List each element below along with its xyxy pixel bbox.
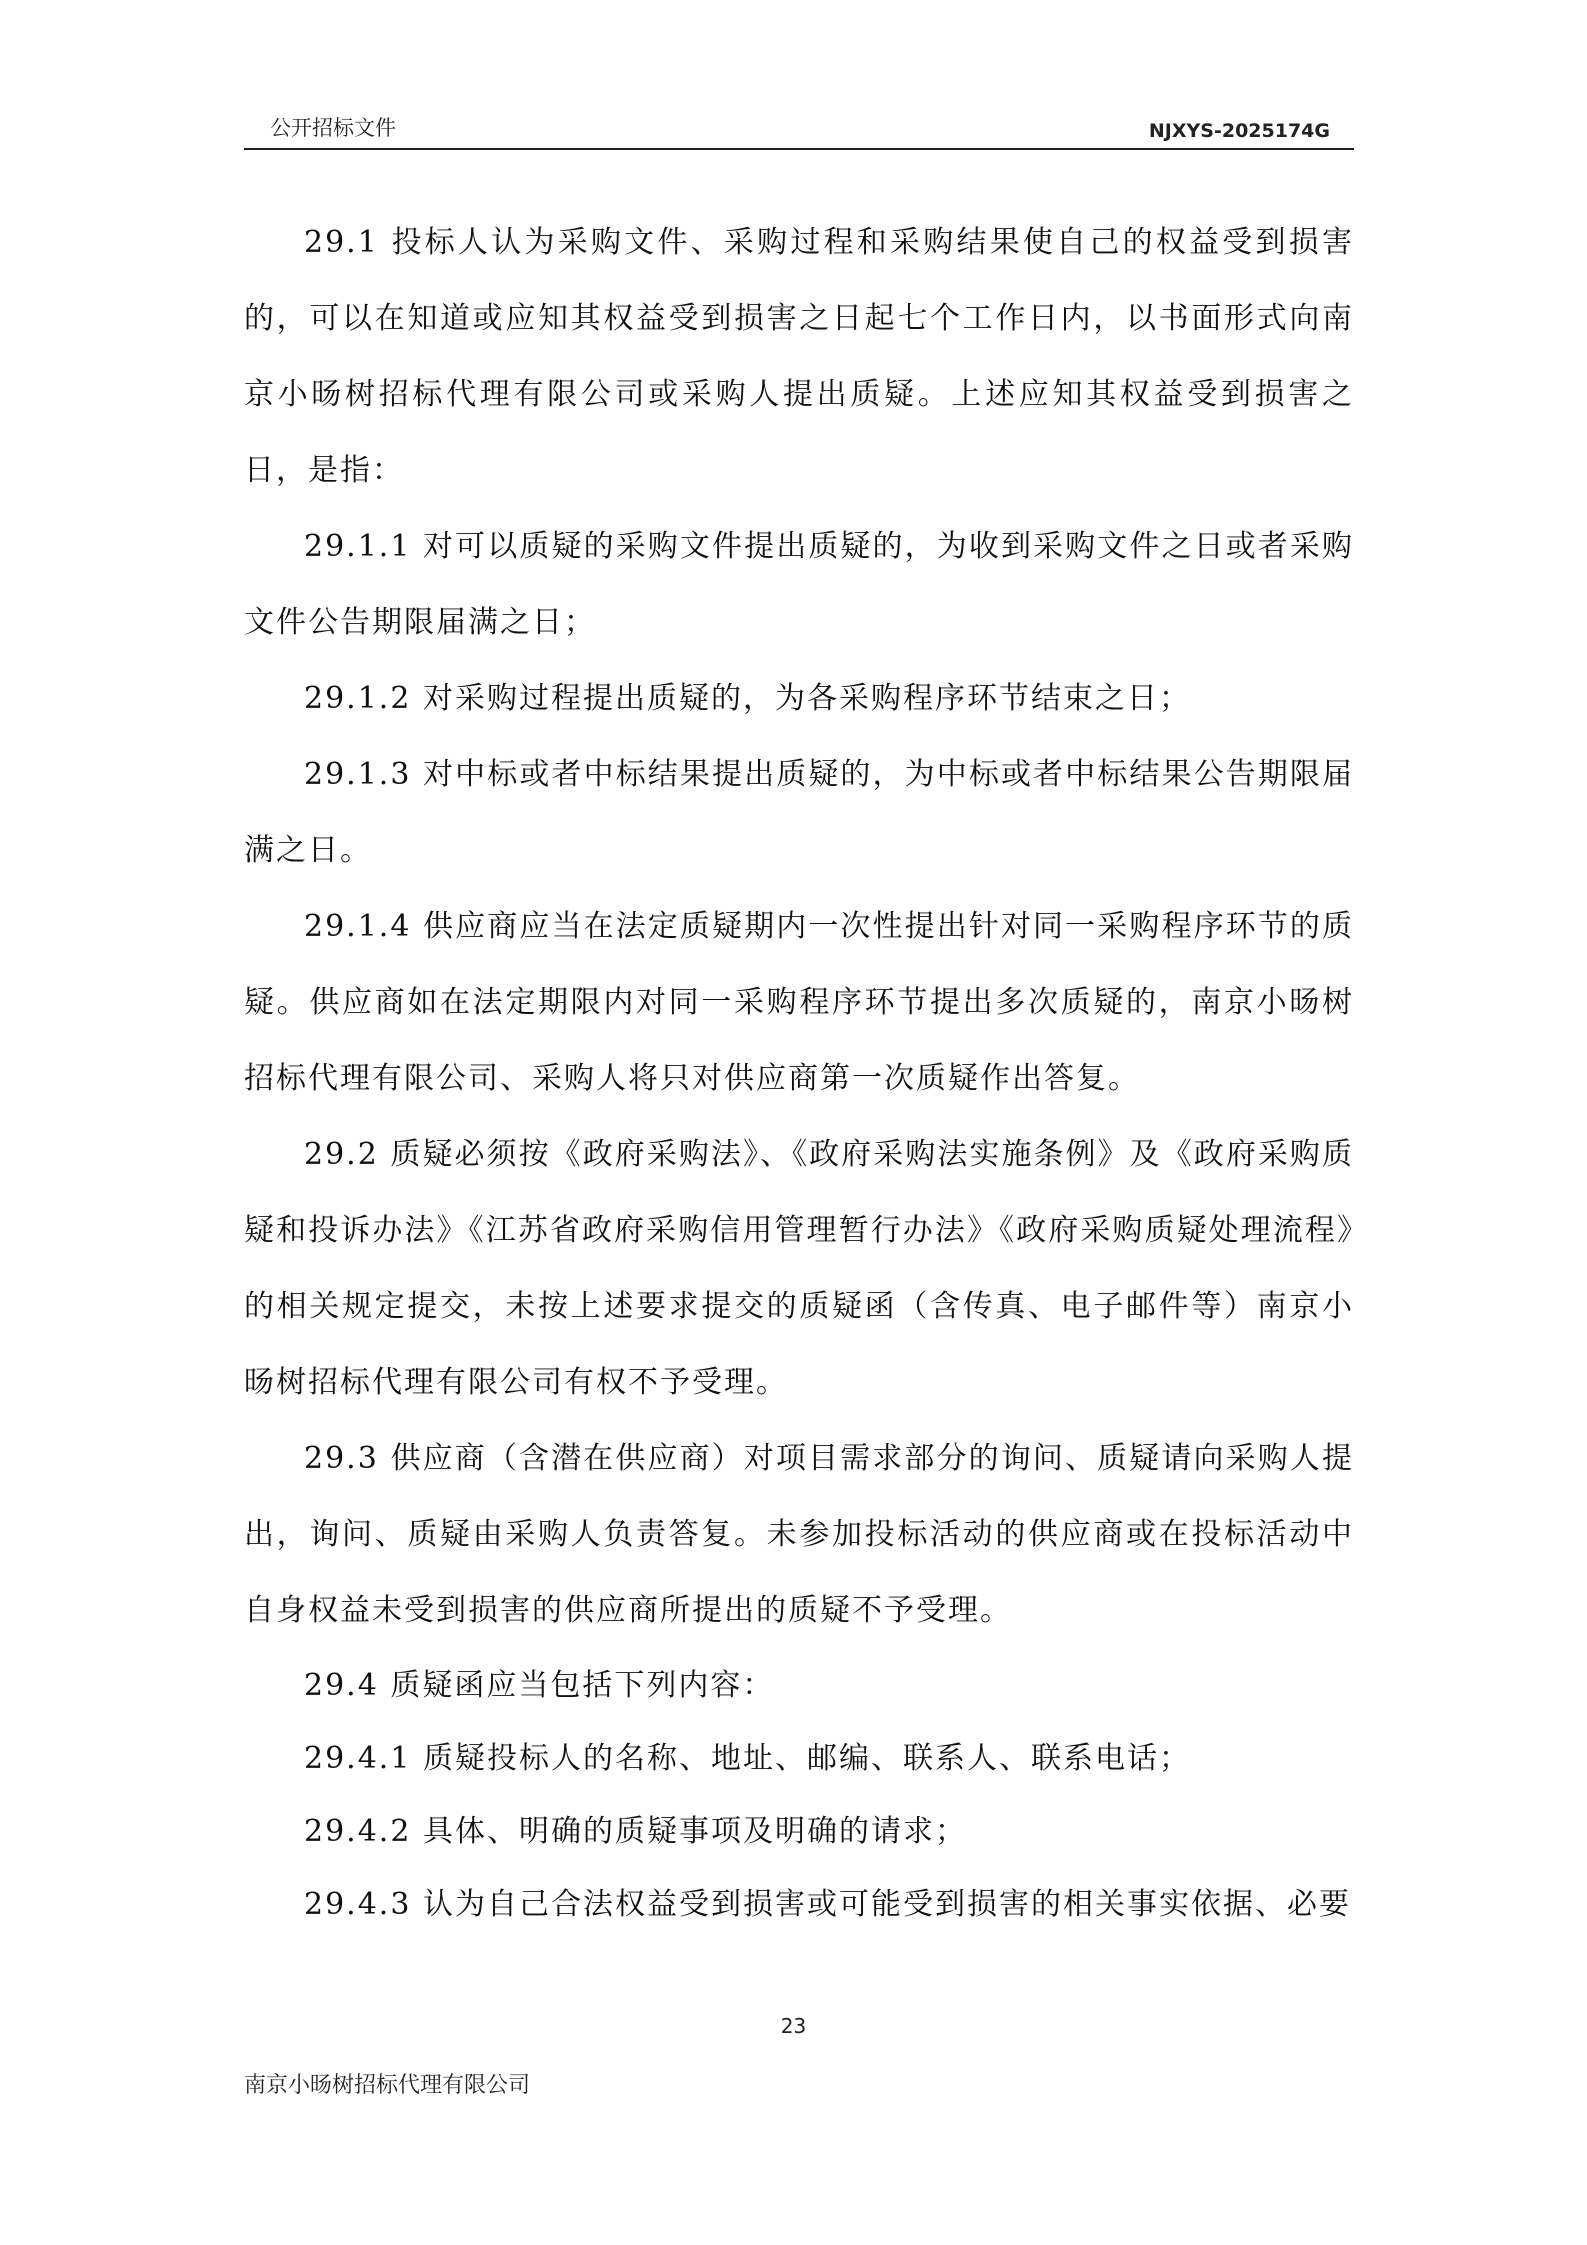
document-body (244, 205, 1354, 1941)
paragraph-29-3: 29.3 供应商（含潜在供应商）对项目需求部分的询问、质疑请向采购人提出，询问、质疑由采购人负责答复。未参加投标活动的供应商或在投标活动中自身权益未受到损害的供应商所提出的质疑不予受理。 (244, 1441, 1354, 1628)
paragraph-29-1: 29.1 投标人认为采购文件、采购过程和采购结果使自己的权益受到损害的，可以在知道或应知其权益受到损害之日起七个工作日内，以书面形式向南京小旸树招标代理有限公司或采购人提出质疑。上述应知其权益受到损害之日，是指： (244, 225, 1354, 488)
page-header (244, 108, 1354, 150)
paragraph-29-4: 29.4 质疑函应当包括下列内容： (304, 1668, 775, 1703)
page-number: 23 (780, 2014, 807, 2038)
header-doc-number: NJXYS-2025174G (1148, 120, 1330, 142)
paragraph-29-4-3: 29.4.3 认为自己合法权益受到损害或可能受到损害的相关事实依据、必要 (304, 1887, 1351, 1922)
paragraph-29-4-2: 29.4.2 具体、明确的质疑事项及明确的请求； (304, 1814, 967, 1849)
paragraph-29-1-3: 29.1.3 对中标或者中标结果提出质疑的，为中标或者中标结果公告期限届满之日。 (244, 757, 1354, 868)
paragraph-29-4-1: 29.4.1 质疑投标人的名称、地址、邮编、联系人、联系电话； (304, 1741, 1191, 1776)
header-doc-type: 公开招标文件 (270, 116, 396, 140)
footer-company: 南京小旸树招标代理有限公司 (244, 2073, 531, 2098)
paragraph-29-2: 29.2 质疑必须按《政府采购法》、《政府采购法实施条例》及《政府采购质疑和投诉办法》《江苏省政府采购信用管理暂行办法》《政府采购质疑处理流程》的相关规定提交，未按上述要求提交的质疑函（含传真、电子邮件等）南京小旸树招标代理有限公司有权不予受理。 (244, 1137, 1354, 1400)
paragraph-29-1-2: 29.1.2 对采购过程提出质疑的，为各采购程序环节结束之日； (304, 681, 1191, 716)
paragraph-29-1-1: 29.1.1 对可以质疑的采购文件提出质疑的，为收到采购文件之日或者采购文件公告期限届满之日； (244, 529, 1354, 640)
paragraph-29-1-4: 29.1.4 供应商应当在法定质疑期内一次性提出针对同一采购程序环节的质疑。供应商如在法定期限内对同一采购程序环节提出多次质疑的，南京小旸树招标代理有限公司、采购人将只对供应商第一次质疑作出答复。 (244, 909, 1354, 1096)
